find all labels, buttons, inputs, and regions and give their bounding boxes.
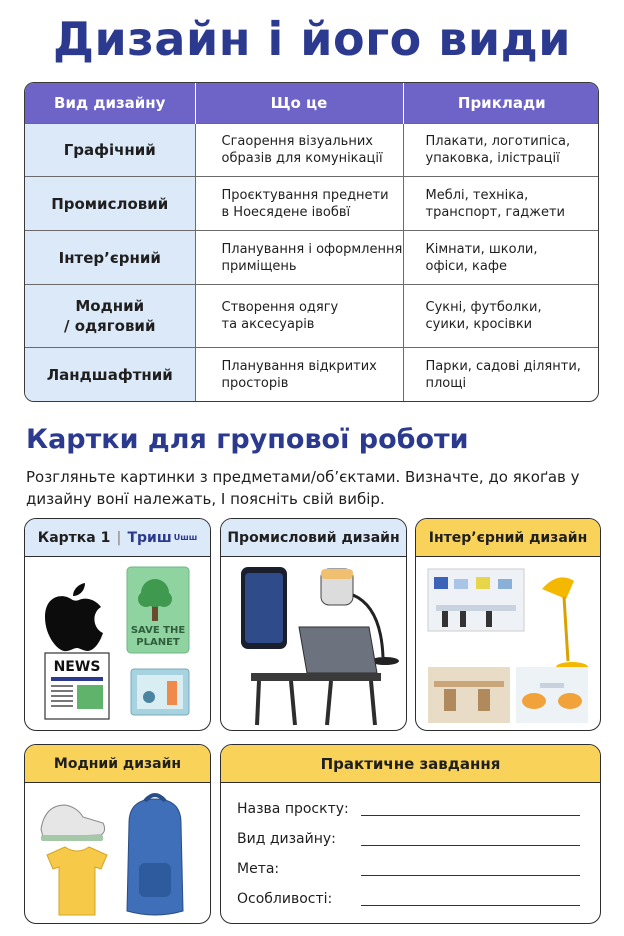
cell-what: Планування відкритих просторів bbox=[195, 348, 403, 401]
sneaker-icon bbox=[41, 805, 105, 841]
column-header-examples: Приклади bbox=[403, 83, 599, 123]
fashion-illustrations bbox=[25, 783, 209, 923]
card-industrial bbox=[220, 518, 407, 731]
table-row bbox=[25, 177, 599, 231]
interior-illustrations bbox=[416, 557, 599, 729]
page-title: Дизайн і його види bbox=[53, 12, 571, 66]
chair-table-icon bbox=[251, 673, 381, 725]
laptop-icon bbox=[299, 627, 377, 673]
cell-what: Проєктування преднети в Ноесядене івобвї bbox=[195, 177, 403, 231]
backpack-icon bbox=[127, 795, 183, 915]
cell-kind: Графічний bbox=[25, 123, 195, 177]
column-header-what: Що це bbox=[195, 83, 403, 123]
industrial-illustrations bbox=[221, 557, 405, 729]
field-line-project-name[interactable] bbox=[361, 815, 580, 816]
card-fashion bbox=[24, 744, 211, 924]
card-1-header: Картка 1 | Триш Uшш bbox=[25, 519, 210, 557]
lamp-icon bbox=[542, 577, 588, 672]
cell-kind: Інтер’єрний bbox=[25, 231, 195, 285]
table-row bbox=[25, 231, 599, 285]
design-types-table bbox=[24, 82, 599, 402]
table-row bbox=[25, 348, 599, 401]
field-line-goal[interactable] bbox=[361, 875, 580, 876]
card-1 bbox=[24, 518, 211, 731]
task-header: Практичне завдання bbox=[221, 745, 600, 783]
office-photo bbox=[428, 667, 510, 723]
cell-what: Створення одягу та аксесуарів bbox=[195, 285, 403, 348]
card-1-illustrations bbox=[25, 557, 209, 729]
cell-examples: Сукні, футболки, суики, кросівки bbox=[403, 285, 599, 348]
newspaper-icon bbox=[45, 653, 109, 719]
card-practical-task bbox=[220, 744, 601, 924]
svg-text:SAVE THE: SAVE THE bbox=[130, 625, 186, 636]
field-line-design-type[interactable] bbox=[361, 845, 580, 846]
column-header-kind: Вид дизайну bbox=[25, 83, 195, 123]
svg-text:NEWS: NEWS bbox=[53, 659, 101, 675]
packaging-box-icon bbox=[131, 669, 189, 715]
cell-kind: Ландшафтний bbox=[25, 348, 195, 401]
field-label-goal: Мета: bbox=[237, 861, 280, 877]
brand-logo: Триш bbox=[127, 529, 172, 546]
cell-examples: Меблі, техніка, транспорт, гаджети bbox=[403, 177, 599, 231]
room-photo bbox=[428, 569, 524, 631]
field-line-features[interactable] bbox=[361, 905, 580, 906]
field-label-features: Особливості: bbox=[237, 891, 333, 907]
table-row bbox=[25, 123, 599, 177]
cell-examples: Кімнати, школи, офіси, кафе bbox=[403, 231, 599, 285]
section-title: Картки для групової роботи bbox=[26, 424, 469, 455]
card-industrial-header: Промисловий дизайн bbox=[221, 519, 406, 557]
card-interior bbox=[415, 518, 601, 731]
cell-what: Планування і оформлення приміщень bbox=[195, 231, 403, 285]
smartphone-icon bbox=[241, 567, 287, 649]
save-the-planet-poster bbox=[127, 567, 189, 653]
instructions: Розгляньте картинки з предметами/об’єктами. Визначте, до якоґав у дизайну вонї належать, І поясніть свій вибір. bbox=[26, 468, 580, 508]
card-fashion-header: Модний дизайн bbox=[25, 745, 210, 783]
svg-text:PLANET: PLANET bbox=[136, 637, 180, 648]
field-label-project-name: Назва проскту: bbox=[237, 801, 349, 817]
cell-kind: Промисловий bbox=[25, 177, 195, 231]
table-header-row bbox=[25, 83, 599, 123]
apple-logo-icon bbox=[45, 583, 103, 651]
card-interior-header: Інтер’єрний дизайн bbox=[416, 519, 600, 557]
cell-what: Сгаорення візуальних образів для комунікації bbox=[195, 123, 403, 177]
cell-examples: Плакати, логотипіса, упаковка, ілістрації bbox=[403, 123, 599, 177]
field-label-design-type: Вид дизайну: bbox=[237, 831, 336, 847]
cell-examples: Парки, садові ділянти, площі bbox=[403, 348, 599, 401]
tshirt-icon bbox=[47, 847, 107, 915]
cafe-photo bbox=[516, 667, 588, 723]
cell-kind: Модний / одяговий bbox=[25, 285, 195, 348]
table-row bbox=[25, 285, 599, 348]
